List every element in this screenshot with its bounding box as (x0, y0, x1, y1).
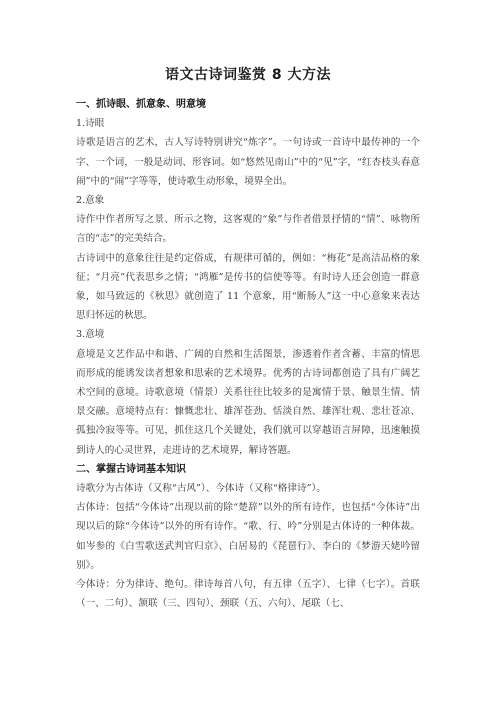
item-2-text-2: 古诗词中的意象往往是约定俗成，有规律可循的，例如：“梅花”是高洁品格的象征；“月亮”代表思乡之情；“鸿雁”是传书的信使等等。有时诗人还会创造一群意象，如马致远的《秋思》就创造了 11 个意象，用“断肠人”这一中心意象来表达思归怀远的秋思。 (76, 252, 420, 322)
item-3-text: 意境是文艺作品中和谐、广阔的自然和生活图景，渗透着作者含蓄、丰富的情思而形成的能诱发读者想象和思索的艺术境界。优秀的古诗词都创造了具有广阔艺术空间的意境。诗歌意境（情景）关系往往比较多的是寓情于景、触景生情、情景交融。意境特点有：慷慨悲壮、雄浑苍劲、恬淡自然、雄浑壮观、悲壮苍凉、孤独冷寂等等。可见，抓住这几个关键处，我们就可以穿越语言屏障，迅速触摸到诗人的心灵世界，走进诗的艺术境界，解诗答题。 (76, 348, 420, 456)
section-1 (76, 95, 420, 613)
item-1-text: 诗歌是语言的艺术，古人写诗特别讲究“炼字”。一句诗或一首诗中最传神的一个字、一个词，一般是动词、形容词。如“悠然见南山”中的“见”字，“红杏枝头春意闹”中的“闹”字等等，使诗歌生动形象，境界全出。 (76, 137, 420, 187)
item-1-label: 1.诗眼 (76, 118, 105, 130)
section-2-text-1: 诗歌分为古体诗（又称“古风”）、今体诗（又称“格律诗”）。 (76, 483, 326, 495)
section-1-heading: 一、抓诗眼、抓意象、明意境 (76, 99, 206, 110)
section-2-text-3: 今体诗：分为律诗、绝句。律诗每首八句，有五律（五字）、七律（七字）。首联（一、二句）、颔联（三、四句）、颈联（五、六句）、尾联（七、 (76, 579, 420, 610)
section-2-text-2: 古体诗：包括“今体诗”出现以前的除“楚辞”以外的所有诗作，也包括“今体诗”出现以后的除“今体诗”以外的所有诗作。“歌、行、吟”分别是古体诗的一种体裁。如岑参的《白雪歌送武判官归京》、白居易的《琵琶行》、李白的《梦游天姥吟留别》。 (76, 502, 420, 571)
item-2-label: 2.意象 (76, 195, 105, 207)
page-title: 语文古诗词鉴赏 8 大方法 (165, 67, 331, 83)
section-2-heading: 二、掌握古诗词基本知识 (76, 463, 186, 475)
item-3-label: 3.意境 (76, 329, 105, 341)
item-2-text-1: 诗作中作者所写之景、所示之物，这客观的“象”与作者借景抒情的“情”、咏物所言的“志”的完美结合。 (76, 214, 420, 245)
